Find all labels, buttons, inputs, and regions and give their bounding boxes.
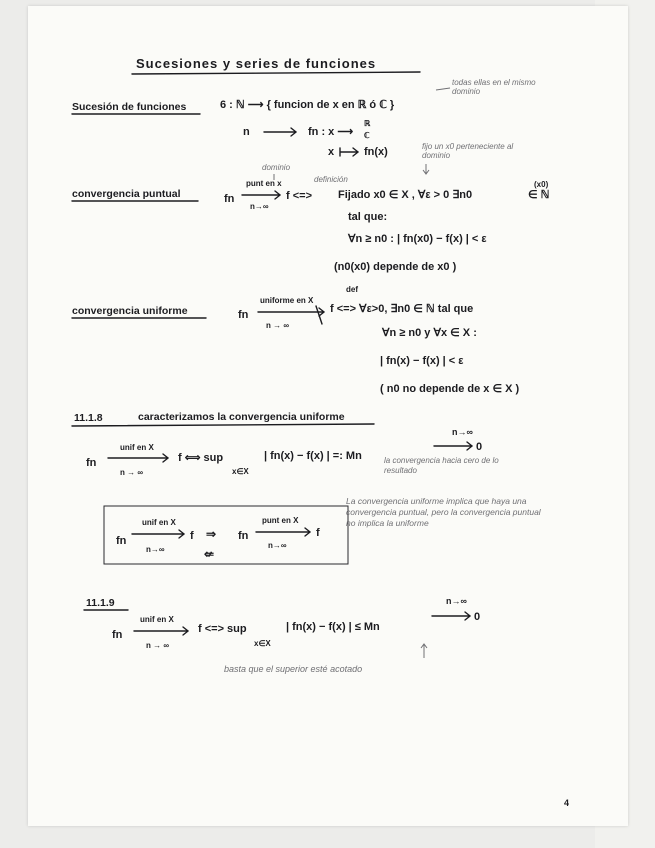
title-underline xyxy=(132,72,420,74)
box-f2: f xyxy=(316,527,320,539)
implication-box xyxy=(104,506,348,564)
sucesion-C: ℂ xyxy=(364,131,370,140)
uniforme-def: def xyxy=(346,285,358,294)
arrow-icon xyxy=(264,128,296,136)
teorema-1149-arrow-top: unif en X xyxy=(140,615,174,624)
teorema-1148-number: 11.1.8 xyxy=(74,412,103,424)
up-arrow-icon xyxy=(421,644,427,658)
arrow-icon xyxy=(258,308,324,316)
puntual-in-N: ∈ ℕ xyxy=(528,189,550,201)
teorema-1149-expr: | fn(x) − f(x) | ≤ Mn xyxy=(286,621,380,633)
puntual-nota: (n0(x0) depende de x0 ) xyxy=(334,261,457,273)
handwritten-notes xyxy=(28,6,628,826)
teorema-1148-note: la convergencia hacia cero de lo resultado xyxy=(384,456,499,475)
mapsto-arrow-icon xyxy=(340,148,358,156)
sucesion-R: ℝ xyxy=(364,119,371,128)
teorema-1148-ninf: n→∞ xyxy=(452,427,473,437)
definicion-label: definición xyxy=(314,175,348,184)
dominio-label: dominio xyxy=(262,163,291,172)
uniforme-arrow-bottom: n → ∞ xyxy=(266,321,290,330)
page-title: Sucesiones y series de funciones xyxy=(136,56,377,71)
teorema-1148-fn: fn xyxy=(86,457,97,469)
sucesion-fn: fn : x ⟶ xyxy=(308,126,354,138)
box-bot1: n→∞ xyxy=(146,545,165,554)
sucesion-n: n xyxy=(243,126,250,138)
sucesion-def: 6 : ℕ ⟶ { funcion de x en ℝ ó ℂ } xyxy=(220,99,395,111)
box-not-back: ⇍ xyxy=(204,547,215,561)
teorema-1149-note: basta que el superior esté acotado xyxy=(224,664,363,674)
uniforme-fn: fn xyxy=(238,309,249,321)
uniforme-nota: ( n0 no depende de x ∈ X ) xyxy=(380,383,520,395)
uniforme-label: convergencia uniforme xyxy=(72,305,188,317)
teorema-1148-note-box xyxy=(384,456,514,482)
uniforme-line1: f <=> ∀ε>0, ∃n0 ∈ ℕ tal que xyxy=(330,303,474,315)
teorema-1149-arrow-bottom: n → ∞ xyxy=(146,641,170,650)
box-fn1: fn xyxy=(116,535,127,547)
teorema-1149-fn: fn xyxy=(112,629,123,641)
arrow-icon xyxy=(432,612,470,620)
box-bot2: n→∞ xyxy=(268,541,287,550)
puntual-line1: Fijado x0 ∈ X , ∀ε > 0 ∃n0 xyxy=(338,189,473,201)
puntual-iff: f <=> xyxy=(286,190,312,202)
page-mark: 4 xyxy=(564,798,570,808)
x0-note-box xyxy=(422,142,532,166)
teorema-1148-underline xyxy=(72,424,374,426)
box-note-wrap xyxy=(346,496,546,550)
teorema-1148-expr: | fn(x) − f(x) | =: Mn xyxy=(264,450,362,462)
uniforme-arrow-top: uniforme en X xyxy=(260,296,314,305)
puntual-line3: ∀n ≥ n0 : | fn(x0) − f(x) | < ε xyxy=(348,233,487,245)
teorema-1149-number: 11.1.9 xyxy=(86,597,115,609)
notebook-page xyxy=(28,6,628,826)
uniforme-line3: | fn(x) − f(x) | < ε xyxy=(380,355,464,367)
puntual-n0-sup: (x0) xyxy=(534,180,549,189)
arrow-icon xyxy=(132,530,184,538)
box-f1: f xyxy=(190,530,194,542)
box-top2: punt en X xyxy=(262,516,299,525)
box-top1: unif en X xyxy=(142,518,176,527)
box-implies: ⇒ xyxy=(206,527,217,541)
box-fn2: fn xyxy=(238,530,249,542)
teorema-1148-heading: caracterizamos la convergencia uniforme xyxy=(138,411,345,423)
teorema-1149-iff: f <=> sup xyxy=(198,623,247,635)
sucesion-label: Sucesión de funciones xyxy=(72,101,187,113)
teorema-1148-zero: 0 xyxy=(476,441,483,453)
puntual-tal-que: tal que: xyxy=(348,211,388,223)
arrow-icon xyxy=(256,528,310,536)
dominio-note: todas ellas en el mismo dominio xyxy=(452,78,536,96)
teorema-1148-arrow-bottom: n → ∞ xyxy=(120,468,144,477)
teorema-1148-iff: f ⟺ sup xyxy=(178,452,224,464)
teorema-1148-sup-under: x∈X xyxy=(232,467,249,476)
arrow-icon xyxy=(108,454,168,462)
puntual-fn: fn xyxy=(224,193,235,205)
teorema-1149-sup-under: x∈X xyxy=(254,639,271,648)
arrow-icon xyxy=(434,442,472,450)
note-arrow xyxy=(436,88,450,90)
teorema-1148-arrow-top: unif en X xyxy=(120,443,154,452)
puntual-arrow-top: punt en x xyxy=(246,179,282,188)
puntual-arrow-bottom: n→∞ xyxy=(250,202,269,211)
arrow-icon xyxy=(242,191,280,199)
dominio-note-box xyxy=(452,78,552,108)
arrow-icon xyxy=(134,627,188,635)
teorema-1149-zero: 0 xyxy=(474,611,481,623)
sucesion-x: x xyxy=(328,146,335,158)
box-note: La convergencia uniforme implica que haya una convergencia puntual, pero la convergencia puntual no implica la uniforme xyxy=(346,496,541,528)
uniforme-line2: ∀n ≥ n0 y ∀x ∈ X : xyxy=(382,327,477,339)
puntual-label: convergencia puntual xyxy=(72,188,181,200)
sucesion-fnx: fn(x) xyxy=(364,146,388,158)
teorema-1149-ninf: n→∞ xyxy=(446,596,467,606)
x0-note: fijo un x0 perteneciente al dominio xyxy=(422,142,514,160)
